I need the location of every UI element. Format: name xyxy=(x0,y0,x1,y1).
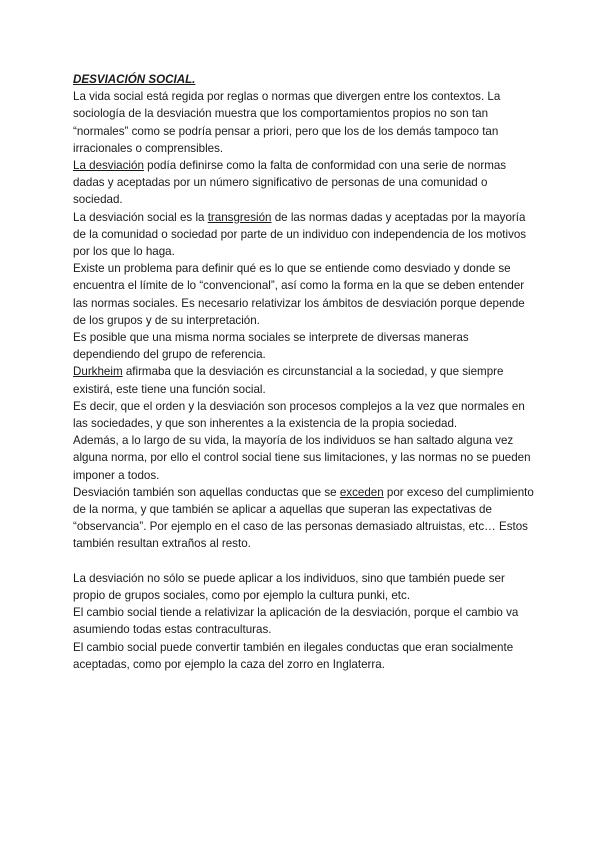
paragraph-ilegales: El cambio social puede convertir también en ilegales conductas que eran socialmente aceptadas, como por ejemplo la caza del zorro en Inglaterra. xyxy=(73,640,514,671)
paragraph-order: Es decir, que el orden y la desviación son procesos complejos a la vez que normales en las sociedades, y que son inherentes a la existencia de la propia sociedad. xyxy=(73,399,525,431)
paragraph-cambio-social: El cambio social tiende a relativizar la aplicación de la desviación, porque el cambio va asumiendo todas estas contraculturas. xyxy=(73,606,519,637)
paragraph-problem: Existe un problema para definir qué es lo que se entiende como desviado y donde se encuentra el límite de lo “convencional”, así como la forma en la que se deben entender las normas sociales. Es necesario relativizar los ámbitos de desviación porque depende de los grupos y de su interpretación. xyxy=(73,262,525,327)
paragraph-grupos: La desviación no sólo se puede aplicar a los individuos, sino que también puede ser propio de grupos sociales, como por ejemplo la cultura punki, etc. xyxy=(73,571,505,603)
paragraph-text: de las normas dadas y aceptadas por la mayoría de la comunidad o sociedad por parte de un individuo con independencia de los motivos por los que lo haga. xyxy=(73,210,527,259)
paragraph-text: por exceso del cumplimiento de la norma, y que también se aplicar a aquellas que superan las expectativas de “observancia”. Por ejemplo en el caso de las personas demasiado altruistas, etc… Estos también resultan extraños al resto. xyxy=(73,485,534,551)
paragraph-text: afirmaba que la desviación es circunstancial a la sociedad, y que siempre existirá, este tiene una función social. xyxy=(73,365,504,396)
document-body xyxy=(73,71,535,673)
underlined-term-exceden: exceden xyxy=(339,485,384,499)
paragraph-exceso xyxy=(73,484,535,553)
underlined-term-transgresion: transgresión xyxy=(207,210,272,224)
paragraph-text: La desviación social es la xyxy=(73,210,208,224)
paragraph-transgresion xyxy=(73,209,535,261)
paragraph-definition xyxy=(73,157,535,209)
paragraph-reference-group: Es posible que una misma norma sociales se interprete de diversas maneras dependiendo del grupo de referencia. xyxy=(73,331,469,362)
paragraph-text: Desviación también son aquellas conductas que se xyxy=(73,485,340,499)
paragraph-durkheim xyxy=(73,363,535,397)
paragraph-text: podía definirse como la falta de conformidad con una serie de normas dadas y aceptadas por un número significativo de personas de una comunidad o sociedad. xyxy=(73,159,507,207)
blank-line xyxy=(73,553,535,570)
paragraph-intro: La vida social está regida por reglas o normas que divergen entre los contextos. La sociología de la desviación muestra que los comportamientos propios no son tan “normales” como se podría pensar a priori, pero que los de los demás tampoco tan irracionales o comprensibles. xyxy=(73,90,501,155)
underlined-term-durkheim: Durkheim xyxy=(73,365,123,379)
document-title: DESVIACIÓN SOCIAL. xyxy=(73,73,196,86)
underlined-term-desviacion: La desviación xyxy=(73,159,144,173)
paragraph-control-social: Además, a lo largo de su vida, la mayoría de los individuos se han saltado alguna vez alguna norma, por ello el control social tiene sus limitaciones, y las normas no se pueden imponer a todos. xyxy=(73,434,531,482)
